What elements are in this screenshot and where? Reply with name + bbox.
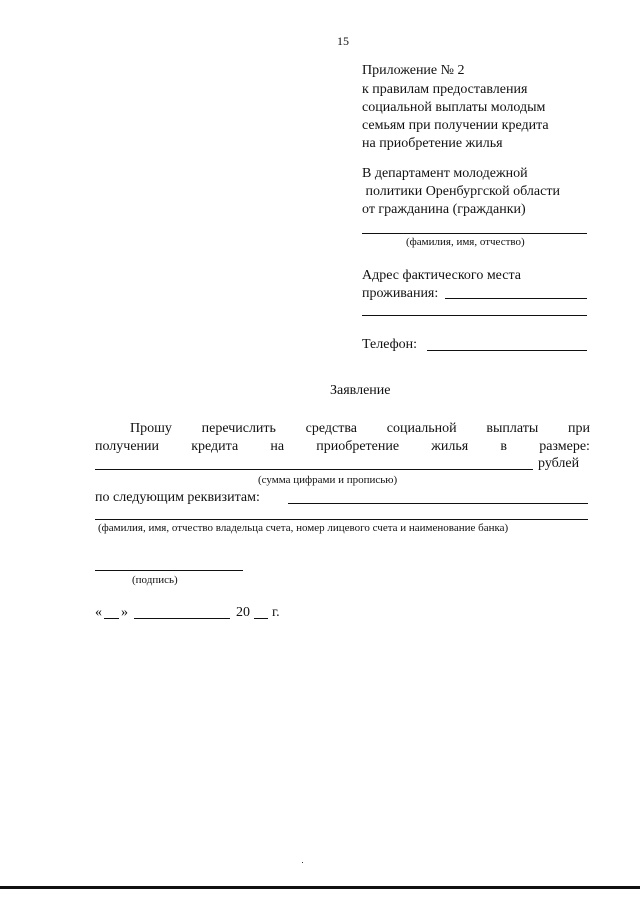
amount-field[interactable] <box>95 469 533 470</box>
year-prefix: 20 <box>236 605 250 620</box>
statement-word: получении <box>95 439 160 454</box>
day-field[interactable] <box>104 618 119 619</box>
appendix-line: на приобретение жилья <box>362 136 503 151</box>
addressee-line: от гражданина (гражданки) <box>362 202 526 217</box>
details-label: по следующим реквизитам: <box>95 490 260 505</box>
statement-word: социальной <box>386 421 457 436</box>
statement-word: кредита <box>191 439 239 454</box>
bottom-rule <box>0 886 640 889</box>
details-field-2[interactable] <box>95 519 588 520</box>
statement-word: на <box>270 439 285 454</box>
statement-word: жилья <box>431 439 469 454</box>
page-number: 15 <box>337 34 349 48</box>
amount-caption: (сумма цифрами и прописью) <box>258 474 398 486</box>
address-field-1[interactable] <box>445 298 587 299</box>
statement-word: Прошу <box>130 421 172 436</box>
statement-word: средства <box>305 421 358 436</box>
appendix-line: семьям при получении кредита <box>362 118 549 133</box>
appendix-line: социальной выплаты молодым <box>362 100 546 115</box>
currency-label: рублей <box>538 456 580 471</box>
year-field[interactable] <box>254 618 268 619</box>
statement-word: при <box>567 421 590 436</box>
address-field-2[interactable] <box>362 315 587 316</box>
account-caption: (фамилия, имя, отчество владельца счета, номер лицевого счета и наименование банка) <box>98 522 509 534</box>
scan-speck <box>302 862 303 863</box>
statement-title: Заявление <box>330 383 391 398</box>
appendix-line: к правилам предоставления <box>362 82 528 97</box>
statement-row-1 <box>130 421 590 437</box>
residence-label: проживания: <box>362 286 439 301</box>
date-close-quote: » <box>121 605 128 620</box>
addressee-line: В департамент молодежной <box>362 166 528 181</box>
phone-field[interactable] <box>427 350 587 351</box>
signature-caption: (подпись) <box>132 574 178 586</box>
month-field[interactable] <box>134 618 230 619</box>
statement-word: перечислить <box>201 421 276 436</box>
addressee-line: политики Оренбургской области <box>362 184 560 199</box>
phone-label: Телефон: <box>362 337 418 352</box>
statement-word: выплаты <box>486 421 539 436</box>
date-open-quote: « <box>95 605 102 620</box>
address-label: Адрес фактического места <box>362 268 521 283</box>
details-field-1[interactable] <box>288 503 588 504</box>
statement-word: приобретение <box>316 439 400 454</box>
year-suffix: г. <box>272 605 280 620</box>
appendix-title: Приложение № 2 <box>362 63 465 78</box>
applicant-name-field[interactable] <box>362 233 587 234</box>
name-caption: (фамилия, имя, отчество) <box>406 236 525 248</box>
statement-word: размере: <box>539 439 590 454</box>
statement-word: в <box>500 439 508 454</box>
statement-row-2 <box>95 439 590 455</box>
signature-field[interactable] <box>95 570 243 571</box>
